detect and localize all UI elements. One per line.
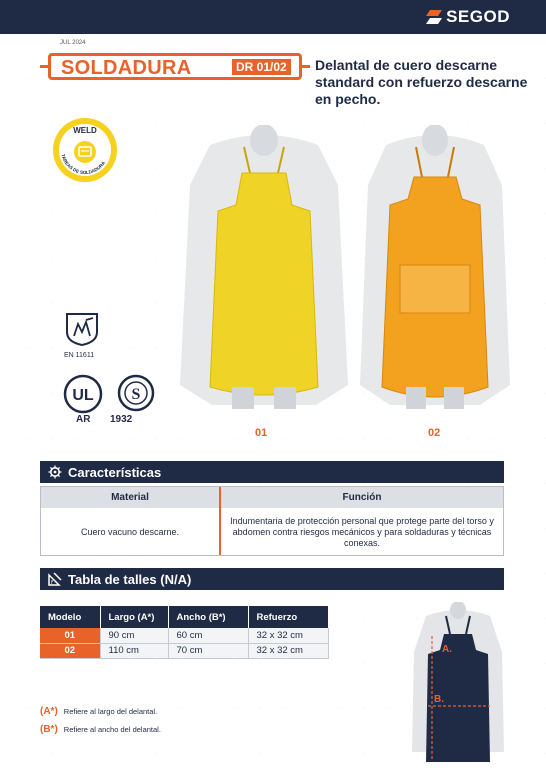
model-code-badge: DR 01/02 bbox=[232, 59, 291, 75]
brand-mark-icon bbox=[425, 9, 443, 25]
size-header-ancho: Ancho (B*) bbox=[168, 606, 248, 628]
product-label-01: 01 bbox=[255, 427, 268, 439]
material-value: Cuero vacuno descarne. bbox=[80, 526, 180, 537]
brand-logo bbox=[425, 7, 510, 27]
size-table bbox=[40, 606, 329, 659]
ul-logo-text: UL bbox=[72, 387, 94, 404]
weld-badge-ring-text: TAREAS DE SOLDADURA bbox=[60, 153, 107, 176]
ul-logo-icon bbox=[63, 374, 103, 414]
size-cell-largo: 110 cm bbox=[100, 643, 168, 658]
caracteristicas-title: Características bbox=[68, 464, 162, 480]
table-row bbox=[40, 628, 328, 643]
publication-date: JUL 2024 bbox=[60, 40, 86, 46]
en-standard-label: EN 11611 bbox=[64, 352, 95, 359]
note-b-mark: (B*) bbox=[40, 724, 58, 735]
en-shield-icon bbox=[64, 312, 100, 346]
ruler-icon bbox=[48, 572, 62, 586]
table-row bbox=[40, 643, 328, 658]
size-cell-ancho: 60 cm bbox=[168, 628, 248, 643]
funcion-column-header: Función bbox=[221, 487, 503, 508]
size-cell-model: 01 bbox=[40, 628, 100, 643]
gear-icon bbox=[48, 465, 62, 479]
size-header-refuerzo: Refuerzo bbox=[248, 606, 328, 628]
ul-country-label: AR bbox=[76, 414, 91, 425]
size-cell-refuerzo: 32 x 32 cm bbox=[248, 643, 328, 658]
category-title: SOLDADURA bbox=[61, 57, 192, 79]
brand-name: SEGOD bbox=[446, 7, 510, 26]
s-mark-icon bbox=[117, 374, 155, 412]
tabla-talles-header bbox=[40, 568, 504, 590]
size-header-modelo: Modelo bbox=[40, 606, 100, 628]
note-b bbox=[40, 724, 161, 735]
note-b-text: Refiere al ancho del delantal. bbox=[63, 725, 161, 734]
diagram-label-b: B. bbox=[434, 694, 444, 705]
weld-badge-title: WELD bbox=[73, 126, 97, 135]
weld-badge bbox=[52, 117, 118, 183]
size-cell-ancho: 70 cm bbox=[168, 643, 248, 658]
caracteristicas-table bbox=[40, 486, 504, 556]
size-cell-model: 02 bbox=[40, 643, 100, 658]
diagram-label-a: A. bbox=[442, 644, 452, 655]
apron-image-01 bbox=[180, 125, 348, 415]
tabla-talles-title: Tabla de talles (N/A) bbox=[68, 571, 192, 587]
product-label-02: 02 bbox=[428, 427, 441, 439]
material-column-header: Material bbox=[41, 487, 219, 508]
size-cell-refuerzo: 32 x 32 cm bbox=[248, 628, 328, 643]
note-a-mark: (A*) bbox=[40, 706, 58, 717]
s-mark-code: 1932 bbox=[110, 414, 133, 425]
note-a-text: Refiere al largo del delantal. bbox=[63, 707, 158, 716]
top-bar bbox=[0, 0, 546, 34]
apron-measure-diagram bbox=[412, 602, 504, 766]
size-header-largo: Largo (A*) bbox=[100, 606, 168, 628]
funcion-value: Indumentaria de protección personal que protege parte del torso y abdomen contra riesgos mecánicos y para soldaduras y técnicas conexas. bbox=[230, 515, 494, 548]
svg-text:S: S bbox=[131, 386, 141, 403]
title-box bbox=[48, 53, 302, 80]
size-cell-largo: 90 cm bbox=[100, 628, 168, 643]
note-a bbox=[40, 706, 157, 717]
apron-image-02 bbox=[360, 125, 510, 415]
product-headline: Delantal de cuero descarne standard con refuerzo descarne en pecho. bbox=[315, 57, 528, 107]
caracteristicas-header bbox=[40, 461, 504, 483]
size-table-header-row bbox=[40, 606, 328, 628]
